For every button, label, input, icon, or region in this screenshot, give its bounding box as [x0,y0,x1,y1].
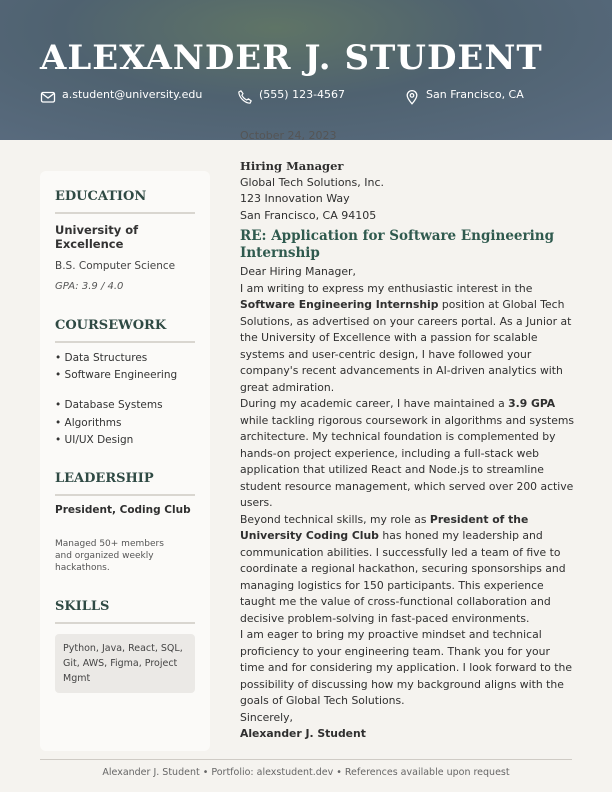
sidebar [40,171,210,751]
leadership-role: President, Coding Club [55,504,191,516]
header-banner [0,0,612,140]
email-text[interactable]: a.student@university.edu [62,88,203,101]
paragraph-1: I am writing to express my enthusiastic interest in the Software Engineering Internship position at Global Tech Solutions, as advertised on your careers portal. As a Junior at the University of Excellence with a passion for scalable systems and user-centric design, I have followed your company's recent advancements in AI-driven analytics with great admiration. [240,281,572,394]
contact-phone[interactable] [237,88,345,105]
letter-body [240,264,576,743]
recipient-address-line1: 123 Innovation Way [240,192,350,205]
recipient-name: Hiring Manager [240,159,344,173]
leadership-description: Managed 50+ members and organized weekly hackathons. [55,539,164,573]
gpa: GPA: 3.9 / 4.0 [55,281,124,292]
skills-heading: SKILLS [55,599,195,624]
footer-divider [40,759,572,760]
course-item: • Algorithms [55,417,122,429]
contact-email[interactable] [40,88,210,105]
salutation: Dear Hiring Manager, [240,265,356,278]
phone-text[interactable]: (555) 123-4567 [259,88,346,101]
recipient-block [240,158,576,224]
subject-line: RE: Application for Software Engineering Internship [240,228,555,261]
footer: Alexander J. Student • Portfolio: alexstudent.dev • References available upon request [102,767,510,778]
education-heading: EDUCATION [55,189,195,214]
course-item: • Software Engineering [55,369,178,381]
course-item: • UI/UX Design [55,434,134,446]
paragraph-2: During my academic career, I have maintained a 3.9 GPA while tackling rigorous coursework in algorithms and systems architecture. My technical foundation is complemented by hands-on project experience, including a full-stack web application that utilized React and Node.js to streamline student resource management, which served over 200 active users. [240,397,575,509]
skills-list: Python, Java, React, SQL, Git, AWS, Figma, Project Mgmt [55,634,195,693]
applicant-name: ALEXANDER J. STUDENT [40,38,543,78]
course-item: • Database Systems [55,399,163,411]
paragraph-4: I am eager to bring my proactive mindset and technical proficiency to your engineering team. Thank you for your time and for considering my application. I look forward to the possibility of discussing how my background aligns with the goals of Global Tech Solutions. [240,628,573,707]
phone-icon [237,89,253,105]
school-name: University of Excellence [55,223,139,251]
letter-date: October 24, 2023 [240,129,337,142]
recipient-company: Global Tech Solutions, Inc. [240,175,385,189]
contact-location [404,88,524,105]
recipient-address-line2: San Francisco, CA 94105 [240,208,377,222]
closing: Sincerely, [240,710,293,724]
course-item: • Data Structures [55,352,148,364]
signature: Alexander J. Student [240,727,366,740]
degree: B.S. Computer Science [55,260,176,272]
location-pin-icon [404,89,420,105]
paragraph-3: Beyond technical skills, my role as President of the University Coding Club has honed my leadership and communication abilities. I successfully led a team of five to coordinate a regional hackathon, securing sponsorships and managing logistics for 150 participants. This experience taught me the value of cross-functional collaboration and decisive problem-solving in fast-paced environments. [240,512,566,625]
coursework-heading: COURSEWORK [55,318,195,343]
mail-icon [40,89,56,105]
leadership-heading: LEADERSHIP [55,471,195,496]
location-text: San Francisco, CA [426,88,524,101]
